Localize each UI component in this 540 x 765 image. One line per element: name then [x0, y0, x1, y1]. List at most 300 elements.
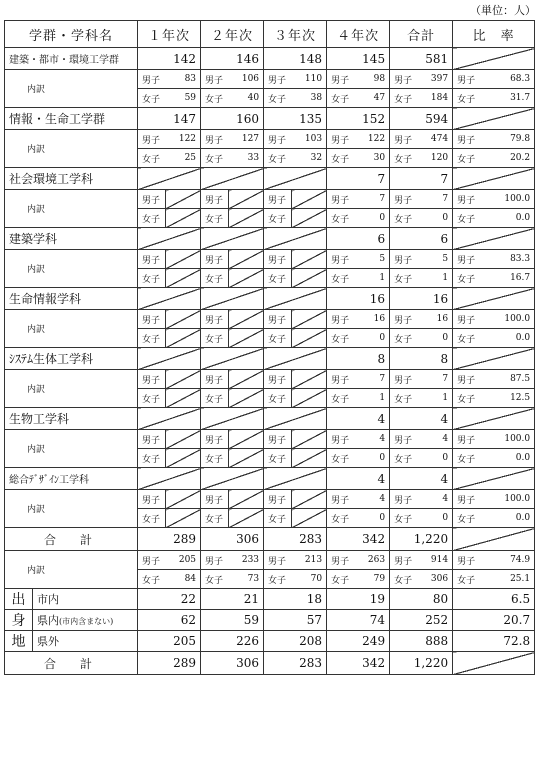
male-row [5, 250, 535, 269]
empty-cell [138, 228, 201, 250]
empty-cell [229, 509, 264, 528]
male-label: 男子 [138, 310, 166, 329]
female-label: 女子 [264, 509, 292, 528]
female-label: 女子 [264, 570, 292, 589]
origin-value: 22 [138, 589, 201, 610]
male-label: 男子 [453, 551, 481, 570]
breakdown-label: 内訳 [5, 310, 138, 348]
female-label: 女子 [453, 449, 481, 468]
male-label: 男子 [138, 370, 166, 389]
female-label: 女子 [327, 389, 355, 408]
final-total-value: 283 [264, 652, 327, 675]
empty-cell [201, 468, 264, 490]
female-value: 0 [355, 329, 390, 348]
female-value: 120 [418, 149, 453, 168]
origin-value: 19 [327, 589, 390, 610]
female-value: 1 [418, 389, 453, 408]
origin-value: 74 [327, 610, 390, 631]
male-value: 100.0 [481, 310, 535, 329]
dept-row [5, 108, 535, 130]
female-label: 女子 [201, 389, 229, 408]
male-row [5, 551, 535, 570]
female-label: 女子 [138, 329, 166, 348]
female-label: 女子 [201, 269, 229, 288]
female-value: 25 [166, 149, 201, 168]
total-value: 7 [327, 168, 390, 190]
male-label: 男子 [264, 130, 292, 149]
male-value: 4 [355, 430, 390, 449]
empty-cell [229, 370, 264, 389]
male-label: 男子 [453, 310, 481, 329]
origin-value: 252 [390, 610, 453, 631]
dept-name: 社会環境工学科 [5, 168, 138, 190]
female-value: 31.7 [481, 89, 535, 108]
origin-label-main: 市内 [37, 593, 59, 606]
female-value: 32 [292, 149, 327, 168]
male-value: 98 [355, 70, 390, 89]
female-value: 0.0 [481, 509, 535, 528]
total-value: 8 [390, 348, 453, 370]
male-value: 205 [166, 551, 201, 570]
origin-row [5, 631, 535, 652]
male-label: 男子 [390, 130, 418, 149]
total-value: 16 [327, 288, 390, 310]
male-label: 男子 [138, 190, 166, 209]
male-label: 男子 [327, 370, 355, 389]
male-label: 男子 [201, 430, 229, 449]
origin-value: 20.7 [453, 610, 535, 631]
total-value: 7 [390, 168, 453, 190]
male-value: 263 [355, 551, 390, 570]
male-label: 男子 [264, 430, 292, 449]
origin-label [33, 610, 138, 631]
empty-cell [229, 329, 264, 348]
male-label: 男子 [264, 490, 292, 509]
female-label: 女子 [264, 149, 292, 168]
female-label: 女子 [390, 209, 418, 228]
female-value: 25.1 [481, 570, 535, 589]
dept-name: 建築・都市・環境工学群 [5, 48, 138, 70]
empty-cell [292, 389, 327, 408]
female-value: 20.2 [481, 149, 535, 168]
male-label: 男子 [201, 310, 229, 329]
total-value: 1,220 [390, 528, 453, 551]
origin-value: 80 [390, 589, 453, 610]
table-body [5, 21, 535, 675]
empty-cell [166, 430, 201, 449]
breakdown-label: 内訳 [5, 551, 138, 589]
male-value: 127 [229, 130, 264, 149]
dept-name: 生命情報学科 [5, 288, 138, 310]
male-value: 68.3 [481, 70, 535, 89]
female-label: 女子 [201, 209, 229, 228]
female-label: 女子 [453, 269, 481, 288]
male-label: 男子 [138, 490, 166, 509]
origin-value: 62 [138, 610, 201, 631]
male-label: 男子 [390, 551, 418, 570]
male-value: 213 [292, 551, 327, 570]
male-label: 男子 [453, 130, 481, 149]
male-value: 100.0 [481, 190, 535, 209]
female-label: 女子 [390, 269, 418, 288]
male-label: 男子 [138, 70, 166, 89]
empty-cell [453, 48, 535, 70]
female-value: 0.0 [481, 209, 535, 228]
empty-cell [166, 250, 201, 269]
male-label: 男子 [327, 250, 355, 269]
empty-cell [453, 468, 535, 490]
female-label: 女子 [201, 329, 229, 348]
male-label: 男子 [201, 70, 229, 89]
origin-value: 226 [201, 631, 264, 652]
origin-label-note: (市内含まない) [59, 617, 114, 626]
female-label: 女子 [453, 570, 481, 589]
empty-cell [138, 408, 201, 430]
male-label: 男子 [264, 70, 292, 89]
origin-side-char: 身 [5, 610, 33, 631]
female-value: 40 [229, 89, 264, 108]
female-label: 女子 [138, 209, 166, 228]
male-row [5, 370, 535, 389]
male-value: 122 [355, 130, 390, 149]
female-value: 1 [355, 389, 390, 408]
male-value: 914 [418, 551, 453, 570]
dept-row [5, 348, 535, 370]
male-value: 87.5 [481, 370, 535, 389]
header-ratio: 比 率 [453, 21, 535, 48]
male-label: 男子 [327, 70, 355, 89]
female-label: 女子 [201, 509, 229, 528]
origin-value: 18 [264, 589, 327, 610]
header-y1: １年次 [138, 21, 201, 48]
female-value: 0.0 [481, 449, 535, 468]
dept-name: 情報・生命工学群 [5, 108, 138, 130]
male-label: 男子 [390, 70, 418, 89]
total-value: 146 [201, 48, 264, 70]
female-label: 女子 [390, 329, 418, 348]
header-row [5, 21, 535, 48]
total-value: 147 [138, 108, 201, 130]
dept-name: ｼｽﾃﾑ生体工学科 [5, 348, 138, 370]
dept-row [5, 228, 535, 250]
empty-cell [292, 250, 327, 269]
female-label: 女子 [327, 570, 355, 589]
female-value: 0 [418, 209, 453, 228]
total-value: 594 [390, 108, 453, 130]
final-total-value: 306 [201, 652, 264, 675]
total-value: 4 [390, 468, 453, 490]
male-value: 16 [355, 310, 390, 329]
header-y2: ２年次 [201, 21, 264, 48]
male-label: 男子 [327, 430, 355, 449]
origin-value: 6.5 [453, 589, 535, 610]
male-row [5, 70, 535, 89]
male-value: 16 [418, 310, 453, 329]
dept-row [5, 468, 535, 490]
male-row [5, 190, 535, 209]
male-label: 男子 [201, 370, 229, 389]
empty-cell [453, 348, 535, 370]
male-label: 男子 [138, 130, 166, 149]
enrollment-table [4, 20, 535, 675]
unit-label: （単位：人） [470, 4, 536, 17]
final-total-value: 289 [138, 652, 201, 675]
total-value: 306 [201, 528, 264, 551]
male-label: 男子 [327, 130, 355, 149]
female-label: 女子 [327, 89, 355, 108]
male-label: 男子 [390, 490, 418, 509]
header-total: 合計 [390, 21, 453, 48]
total-value: 6 [390, 228, 453, 250]
breakdown-label: 内訳 [5, 130, 138, 168]
origin-value: 21 [201, 589, 264, 610]
male-value: 7 [418, 370, 453, 389]
total-value: 8 [327, 348, 390, 370]
female-label: 女子 [264, 389, 292, 408]
header-y3: ３年次 [264, 21, 327, 48]
origin-value: 72.8 [453, 631, 535, 652]
female-value: 0 [355, 509, 390, 528]
female-value: 30 [355, 149, 390, 168]
total-value: 160 [201, 108, 264, 130]
female-label: 女子 [453, 149, 481, 168]
male-label: 男子 [453, 430, 481, 449]
male-label: 男子 [390, 190, 418, 209]
total-value: 342 [327, 528, 390, 551]
empty-cell [229, 310, 264, 329]
female-label: 女子 [453, 389, 481, 408]
dept-row [5, 168, 535, 190]
female-label: 女子 [138, 509, 166, 528]
total-value: 145 [327, 48, 390, 70]
empty-cell [229, 430, 264, 449]
origin-row [5, 589, 535, 610]
male-label: 男子 [264, 310, 292, 329]
female-value: 1 [418, 269, 453, 288]
female-label: 女子 [264, 449, 292, 468]
female-label: 女子 [390, 149, 418, 168]
male-value: 5 [418, 250, 453, 269]
dept-row [5, 408, 535, 430]
female-label: 女子 [138, 570, 166, 589]
male-row [5, 310, 535, 329]
female-label: 女子 [327, 149, 355, 168]
female-value: 0 [355, 209, 390, 228]
female-value: 47 [355, 89, 390, 108]
dept-name: 生物工学科 [5, 408, 138, 430]
origin-row [5, 610, 535, 631]
empty-cell [229, 449, 264, 468]
empty-cell [229, 209, 264, 228]
empty-cell [229, 490, 264, 509]
male-label: 男子 [453, 490, 481, 509]
empty-cell [229, 190, 264, 209]
total-value: 4 [327, 468, 390, 490]
female-value: 0.0 [481, 329, 535, 348]
male-value: 83.3 [481, 250, 535, 269]
male-label: 男子 [201, 250, 229, 269]
breakdown-label: 内訳 [5, 370, 138, 408]
female-label: 女子 [138, 389, 166, 408]
female-label: 女子 [453, 329, 481, 348]
female-label: 女子 [327, 269, 355, 288]
male-label: 男子 [201, 490, 229, 509]
total-value: 142 [138, 48, 201, 70]
female-label: 女子 [264, 209, 292, 228]
origin-label [33, 589, 138, 610]
total-value: 135 [264, 108, 327, 130]
male-label: 男子 [264, 250, 292, 269]
male-row [5, 130, 535, 149]
empty-cell [229, 269, 264, 288]
empty-cell [453, 528, 535, 551]
male-value: 100.0 [481, 490, 535, 509]
origin-value: 57 [264, 610, 327, 631]
empty-cell [264, 468, 327, 490]
dept-row [5, 48, 535, 70]
male-value: 122 [166, 130, 201, 149]
final-total-value: 1,220 [390, 652, 453, 675]
total-value: 283 [264, 528, 327, 551]
male-label: 男子 [327, 490, 355, 509]
empty-cell [292, 329, 327, 348]
female-label: 女子 [390, 389, 418, 408]
female-label: 女子 [453, 509, 481, 528]
male-value: 7 [418, 190, 453, 209]
female-label: 女子 [138, 269, 166, 288]
male-value: 79.8 [481, 130, 535, 149]
empty-cell [453, 108, 535, 130]
male-value: 233 [229, 551, 264, 570]
female-label: 女子 [201, 149, 229, 168]
empty-cell [264, 348, 327, 370]
female-label: 女子 [264, 89, 292, 108]
empty-cell [292, 370, 327, 389]
male-value: 103 [292, 130, 327, 149]
final-total-label: 合 計 [5, 652, 138, 675]
female-label: 女子 [138, 89, 166, 108]
empty-cell [166, 449, 201, 468]
female-value: 0 [418, 449, 453, 468]
female-value: 84 [166, 570, 201, 589]
empty-cell [292, 209, 327, 228]
male-value: 83 [166, 70, 201, 89]
empty-cell [201, 168, 264, 190]
origin-label [33, 631, 138, 652]
empty-cell [453, 408, 535, 430]
empty-cell [229, 250, 264, 269]
female-label: 女子 [390, 449, 418, 468]
grand-total-row [5, 528, 535, 551]
empty-cell [166, 389, 201, 408]
male-label: 男子 [453, 250, 481, 269]
male-label: 男子 [327, 310, 355, 329]
header-y4: ４年次 [327, 21, 390, 48]
male-label: 男子 [138, 430, 166, 449]
empty-cell [166, 209, 201, 228]
male-value: 7 [355, 190, 390, 209]
female-value: 306 [418, 570, 453, 589]
empty-cell [138, 288, 201, 310]
female-label: 女子 [327, 329, 355, 348]
female-label: 女子 [264, 329, 292, 348]
empty-cell [292, 509, 327, 528]
male-label: 男子 [390, 370, 418, 389]
male-value: 74.9 [481, 551, 535, 570]
female-label: 女子 [264, 269, 292, 288]
male-label: 男子 [453, 370, 481, 389]
empty-cell [201, 288, 264, 310]
origin-value: 59 [201, 610, 264, 631]
female-label: 女子 [201, 89, 229, 108]
male-label: 男子 [453, 190, 481, 209]
empty-cell [264, 228, 327, 250]
male-label: 男子 [201, 190, 229, 209]
female-label: 女子 [390, 509, 418, 528]
empty-cell [201, 228, 264, 250]
female-value: 16.7 [481, 269, 535, 288]
total-value: 148 [264, 48, 327, 70]
female-label: 女子 [453, 209, 481, 228]
female-value: 0 [355, 449, 390, 468]
male-value: 100.0 [481, 430, 535, 449]
empty-cell [264, 408, 327, 430]
empty-cell [166, 370, 201, 389]
male-label: 男子 [201, 551, 229, 570]
origin-value: 249 [327, 631, 390, 652]
dept-name: 総合ﾃﾞｻﾞｲﾝ工学科 [5, 468, 138, 490]
empty-cell [264, 168, 327, 190]
total-value: 6 [327, 228, 390, 250]
dept-name: 建築学科 [5, 228, 138, 250]
male-row [5, 490, 535, 509]
male-value: 5 [355, 250, 390, 269]
empty-cell [292, 449, 327, 468]
male-label: 男子 [264, 370, 292, 389]
female-label: 女子 [201, 449, 229, 468]
origin-side-char: 地 [5, 631, 33, 652]
male-value: 106 [229, 70, 264, 89]
female-value: 0 [418, 509, 453, 528]
empty-cell [166, 490, 201, 509]
male-label: 男子 [390, 310, 418, 329]
male-value: 4 [355, 490, 390, 509]
male-label: 男子 [327, 551, 355, 570]
origin-label-main: 県内 [37, 614, 59, 627]
female-value: 0 [418, 329, 453, 348]
male-label: 男子 [390, 250, 418, 269]
female-value: 38 [292, 89, 327, 108]
header-name: 学群・学科名 [5, 21, 138, 48]
total-value: 152 [327, 108, 390, 130]
origin-side-char: 出 [5, 589, 33, 610]
empty-cell [166, 269, 201, 288]
dept-row [5, 288, 535, 310]
empty-cell [292, 430, 327, 449]
female-label: 女子 [390, 89, 418, 108]
male-value: 474 [418, 130, 453, 149]
female-label: 女子 [201, 570, 229, 589]
breakdown-label: 内訳 [5, 430, 138, 468]
origin-value: 208 [264, 631, 327, 652]
female-value: 184 [418, 89, 453, 108]
origin-value: 205 [138, 631, 201, 652]
breakdown-label: 内訳 [5, 70, 138, 108]
female-value: 79 [355, 570, 390, 589]
female-label: 女子 [390, 570, 418, 589]
male-label: 男子 [138, 250, 166, 269]
empty-cell [292, 190, 327, 209]
